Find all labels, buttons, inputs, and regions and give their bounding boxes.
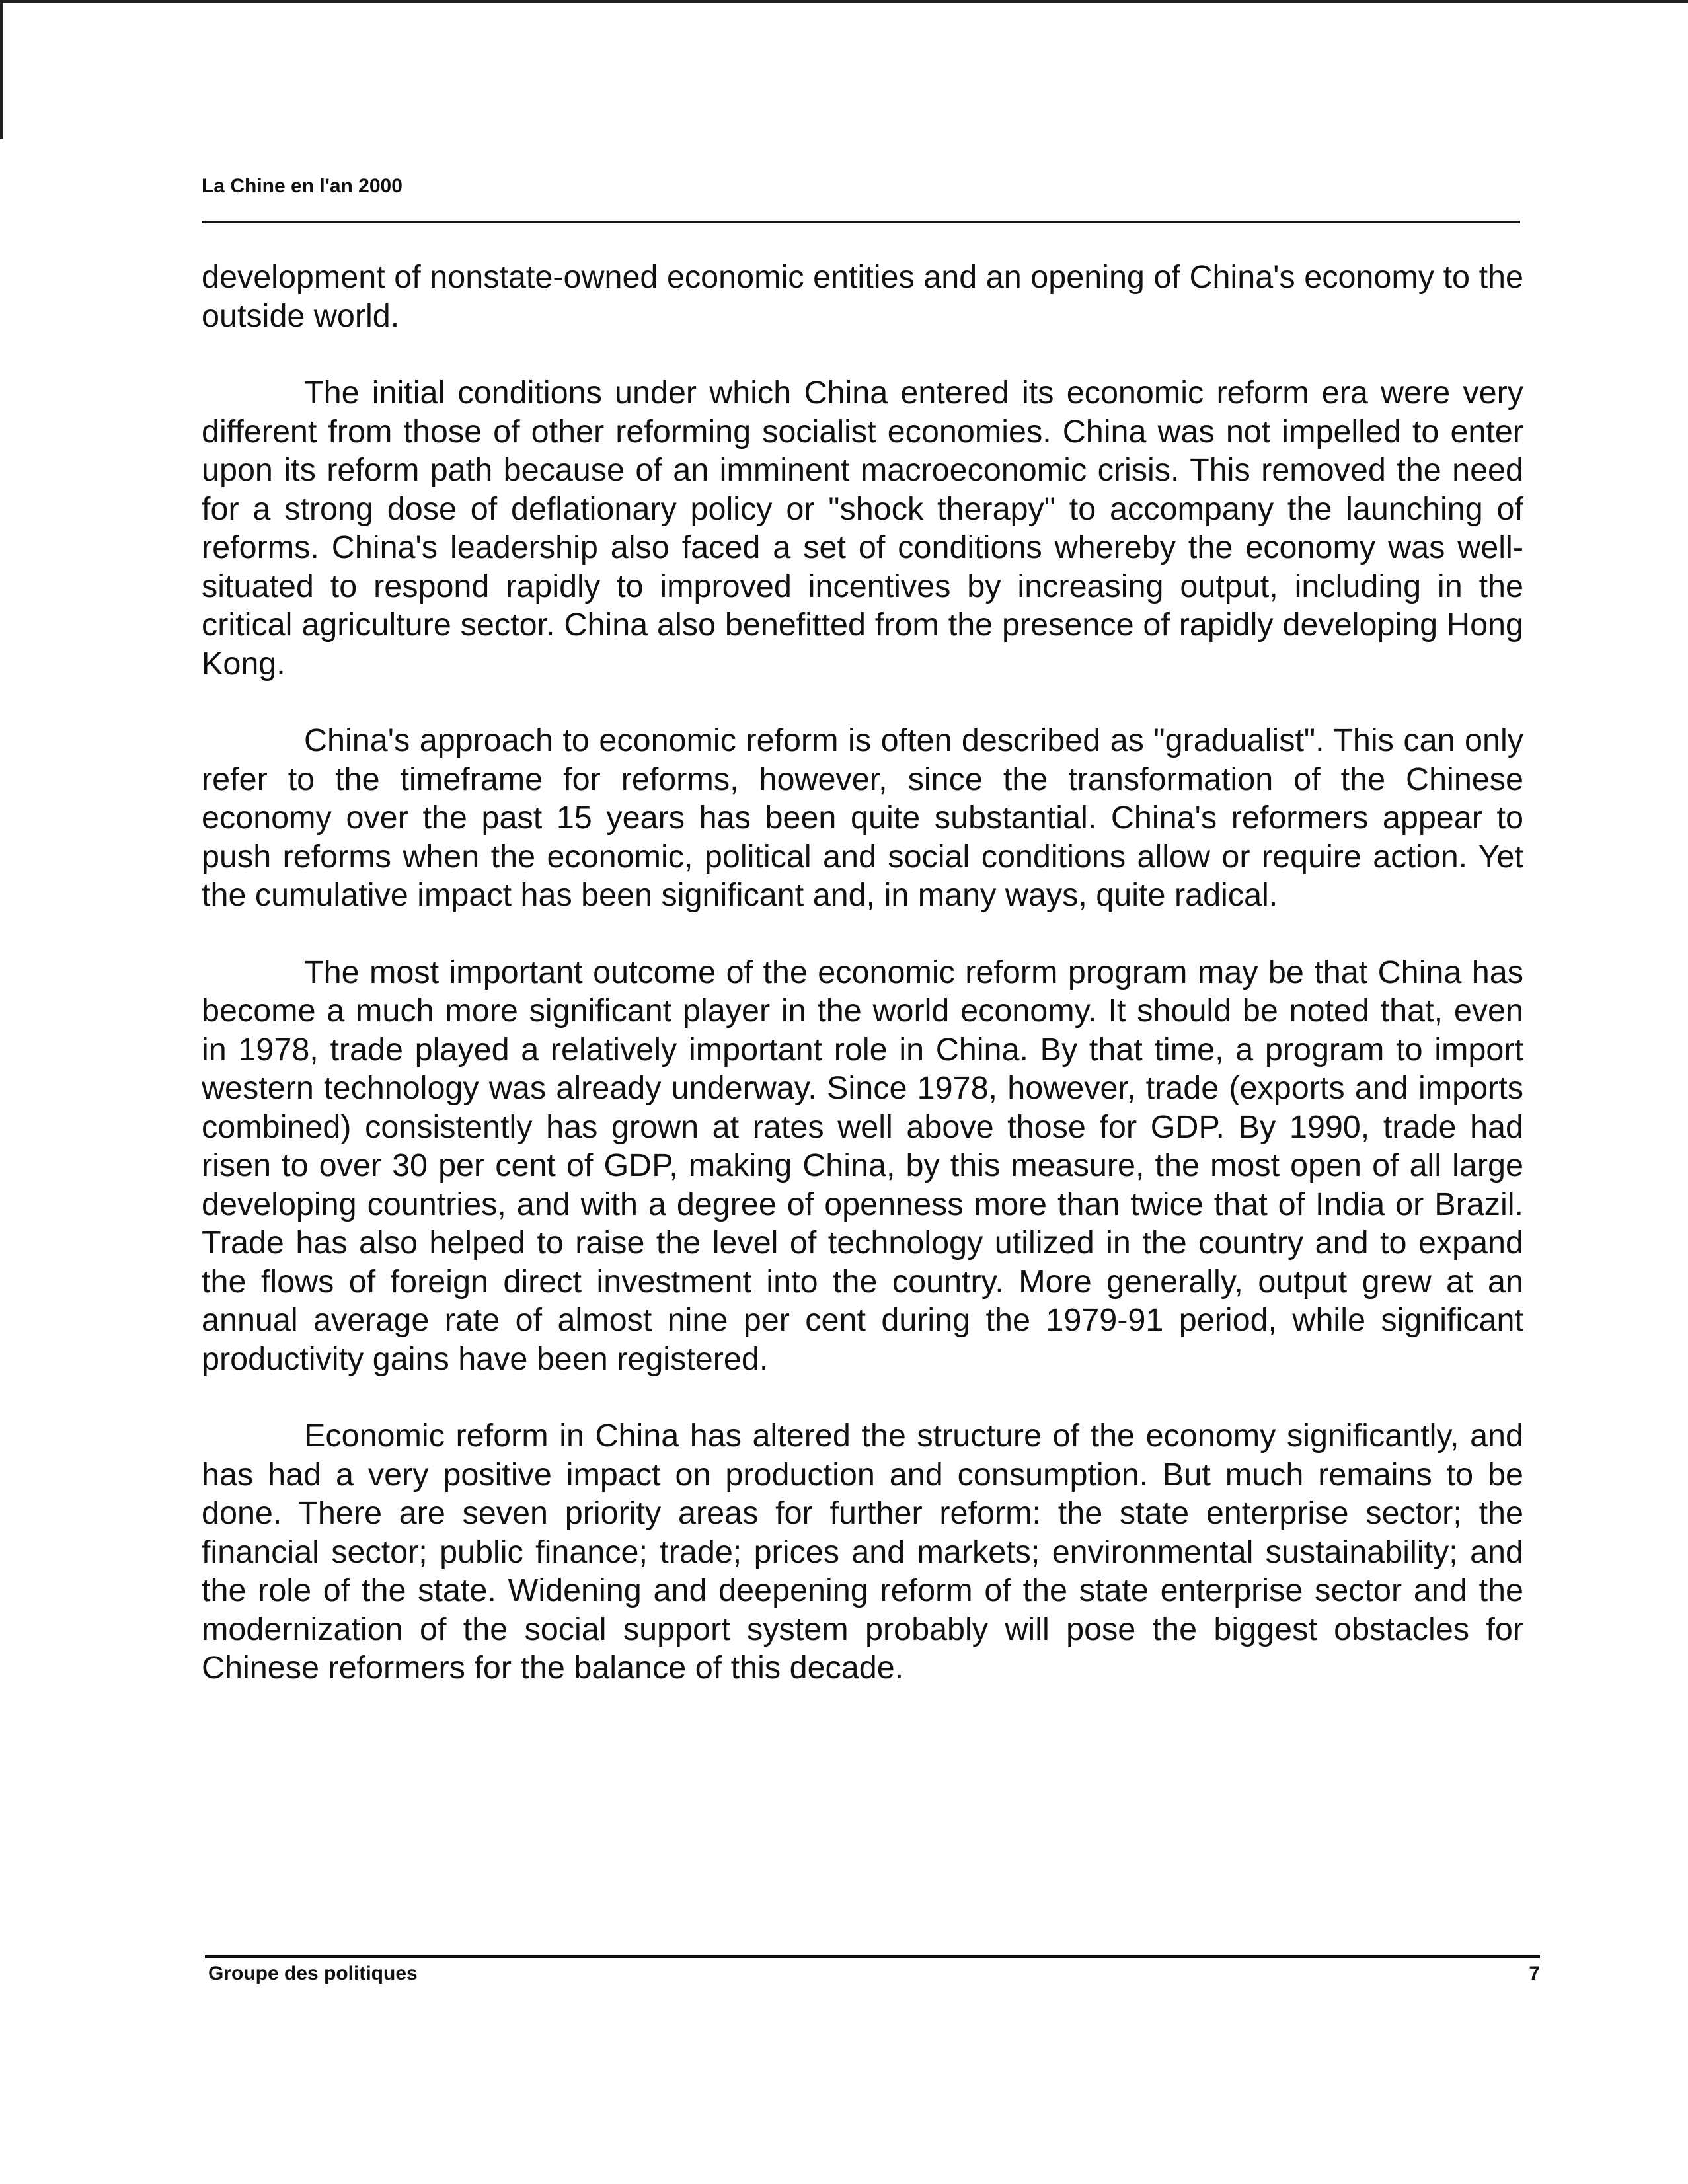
running-title: La Chine en l'an 2000 [202,175,403,197]
page-number: 7 [1529,1963,1540,1984]
body-text [202,258,1523,1726]
paragraph-5: Economic reform in China has altered the structure of the economy significantly, and has had a very positive impact on production and consumption. But much remains to be done. There are seven priority areas for further reform: the state enterprise sector; the financial sector; public finance; trade; prices and markets; environmental sustainability; and the role of the state. Widening and deepening reform of the state enterprise sector and the modernization of the social support system probably will pose the biggest obstacles for Chinese reformers for the balance of this decade. [202,1418,1523,1686]
page-top-border [0,0,1688,3]
paragraph-3: China's approach to economic reform is often described as "gradualist". This can only refer to the timeframe for reforms, however, since the transformation of the Chinese economy over the past 15 years has been quite substantial. China's reformers appear to push reforms when the economic, political and social conditions allow or require action. Yet the cumulative impact has been significant and, in many ways, quite radical. [202,722,1523,913]
paragraph-4: The most important outcome of the economic reform program may be that China has become a much more significant player in the world economy. It should be noted that, even in 1978, trade played a relatively important role in China. By that time, a program to import western technology was already underway. Since 1978, however, trade (exports and imports combined) consistently has grown at rates well above those for GDP. By 1990, trade had risen to over 30 per cent of GDP, making China, by this measure, the most open of all large developing countries, and with a degree of openness more than twice that of India or Brazil. Trade has also helped to raise the level of technology utilized in the country and to expand the flows of foreign direct investment into the country. More generally, output grew at an annual average rate of almost nine per cent during the 1979-91 period, while significant productivity gains have been registered. [202,954,1523,1377]
footer-rule [205,1955,1540,1958]
paragraph-2: The initial conditions under which China entered its economic reform era were very different from those of other reforming socialist economies. China was not impelled to enter upon its reform path because of an imminent macroeconomic crisis. This removed the need for a strong dose of deflationary policy or "shock therapy" to accompany the launching of reforms. China's leadership also faced a set of conditions whereby the economy was well-situated to respond rapidly to improved incentives by increasing output, including in the critical agriculture sector. China also benefitted from the presence of rapidly developing Hong Kong. [202,375,1523,682]
paragraph-1: development of nonstate-owned economic entities and an opening of China's economy to the outside world. [202,259,1523,334]
header-rule [202,221,1520,223]
page-footer [208,1961,1540,1987]
footer-publisher: Groupe des politiques [208,1963,418,1984]
page-left-border [0,0,3,139]
page-header [202,173,1520,200]
